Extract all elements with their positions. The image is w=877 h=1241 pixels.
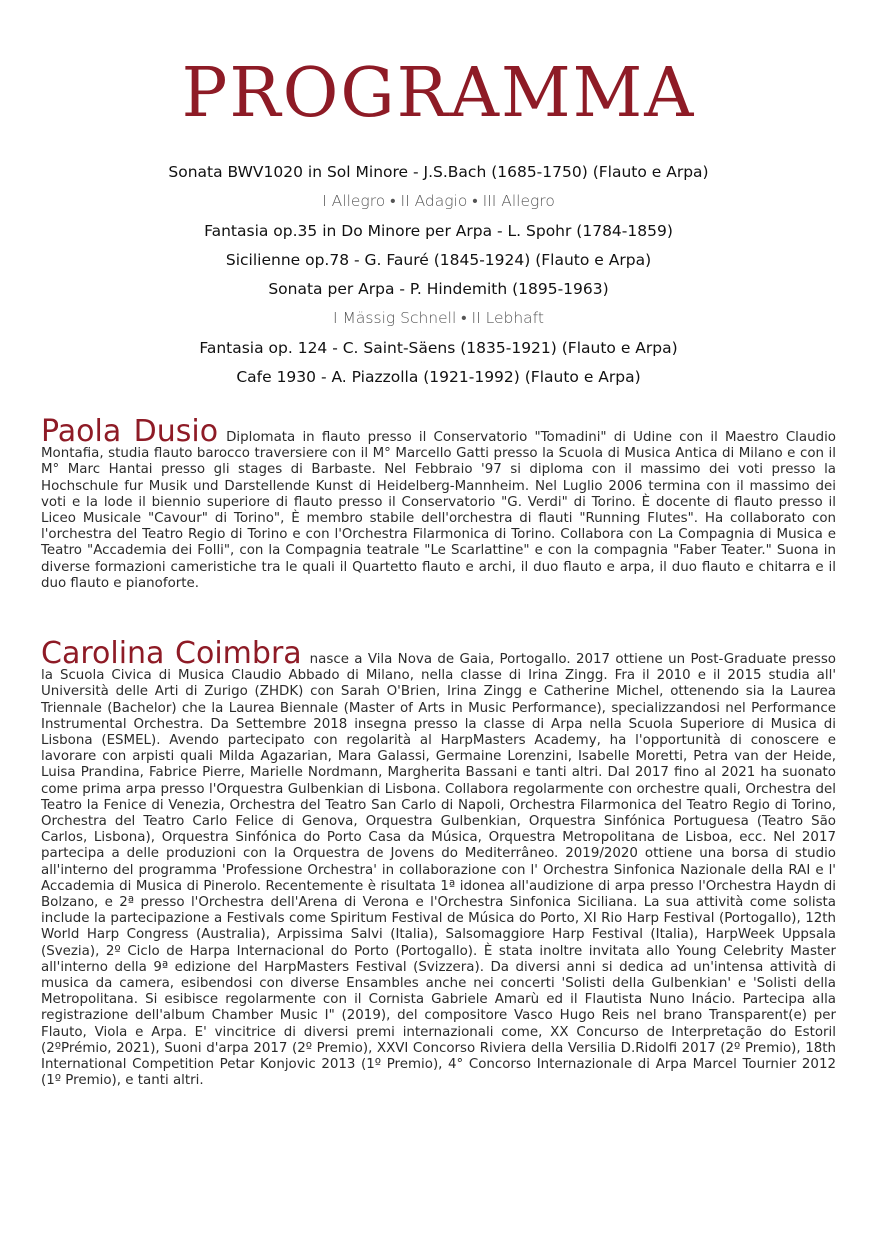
- program-item: Cafe 1930 - A. Piazzolla (1921-1992) (Flauto e Arpa): [236, 368, 641, 387]
- program-item: Sonata per Arpa - P. Hindemith (1895-1963): [268, 280, 609, 299]
- bio-name: Carolina Coimbra: [41, 636, 302, 671]
- program-item: Sicilienne op.78 - G. Fauré (1845-1924) (Flauto e Arpa): [225, 250, 652, 269]
- page-title: PROGRAMMA: [181, 54, 696, 133]
- program-item: Fantasia op.35 in Do Minore per Arpa - L. Spohr (1784-1859): [204, 221, 673, 240]
- bio-text: Diplomata in flauto presso il Conservatorio "Tomadini" di Udine con il Maestro Claudio Montafia, studia flauto barocco traversiere con il M° Marcello Gatti presso la Scuola di Musica Antica di Milano e con il M° Marc Hantai presso gli stages di Barbaste. Nel Febbraio '97 si diploma con il massimo dei voti presso la Hochschule fur Musik und Darstellende Kunst di Heidelberg-Mannheim. Nel Luglio 2006 termina con il massimo dei voti e la lode il biennio superiore di flauto presso il Conservatorio "G. Verdi" di Torino. È docente di flauto presso il Liceo Musicale "Cavour" di Torino", È membro stabile dell'orchestra di flauti "Running Flutes". Ha collaborato con l'orchestra del Teatro Regio di Torino e con l'Orchestra Filarmonica di Torino. Collabora con La Compagnia di Musica e Teatro "Accademia dei Folli", con la Compagnia teatrale "Le Scarlattine" e con la compagnia "Faber Teater." Suona in diverse formazioni cameristiche tra le quali il Quartetto flauto e archi, il duo flauto e arpa, il duo flauto e chitarra e il duo flauto e pianoforte.: [41, 430, 836, 591]
- bio-paola-dusio: [41, 414, 836, 592]
- program-list: [40, 158, 837, 392]
- program-item: Sonata BWV1020 in Sol Minore - J.S.Bach (1685-1750) (Flauto e Arpa): [168, 163, 709, 181]
- program-item: Fantasia op. 124 - C. Saint-Säens (1835-1921) (Flauto e Arpa): [199, 338, 678, 357]
- program-movements: I Mässig Schnell • II Lebhaft: [333, 309, 544, 328]
- bio-text: nasce a Vila Nova de Gaia, Portogallo. 2017 ottiene un Post-Graduate presso la Scuola Civica di Musica Claudio Abbado di Milano, nella classe di Irina Zingg. Fra il 2010 e il 2015 studia all' Università delle Arti di Zurigo (ZHDK) con Sarah O'Brien, Irina Zingg e Catherine Michel, ottenendo sia la Laurea Triennale (Bachelor) che la Laurea Biennale (Master of Arts in Music Performance), specializzandosi nel Performance Instrumental Orchestra. Da Settembre 2018 insegna presso la classe di Arpa nella Scuola Superiore di Musica di Lisbona (ESMEL). Avendo partecipato con regolarità al HarpMasters Academy, ha l'opportunità di conoscere e lavorare con arpisti quali Milda Agazarian, Mara Galassi, Germaine Lorenzini, Isabelle Moretti, Petra van der Heide, Luisa Prandina, Fabrice Pierre, Marielle Nordmann, Margherita Bassani e tanti altri. Dal 2017 fino al 2021 ha suonato come prima arpa presso l'Orquestra Gulbenkian di Lisbona. Collabora regolarmente con orchestre quali, Orchestra del Teatro la Fenice di Venezia, Orchestra del Teatro San Carlo di Napoli, Orchestra Filarmonica del Teatro Regio di Torino, Orchestra del Teatro Carlo Felice di Genova, Orquestra Gulbenkian, Orquestra Sinfónica Portuguesa (Teatro São Carlos, Lisbona), Orquestra Sinfónica do Porto Casa da Música, Orquestra Metropolitana de Lisboa, ecc. Nel 2017 partecipa a delle produzioni con la Orquestra de Jovens do Mediterrâneo. 2019/2020 ottiene una borsa di studio all'interno del programma 'Professione Orchestra' in collaborazione con l' Orchestra Sinfonica Nazionale della RAI e l' Accademia di Musica di Pinerolo. Recentemente è risultata 1ª idonea all'audizione di arpa presso l'Orchestra Haydn di Bolzano, e 2ª presso l'Orchestra dell'Arena di Verona e l'Orchestra Sinfonica Siciliana. La sua attività come solista include la partecipazione a Festivals come Spiritum Festival de Música do Porto, XI Rio Harp Festival (Portogallo), 12th World Harp Congress (Australia), Arpissima Salvi (Italia), Salsomaggiore Harp Festival (Italia), HarpWeek Uppsala (Svezia), 2º Ciclo de Harpa Internacional do Porto (Portogallo). È stata inoltre invitata allo Young Celebrity Master all'interno della 9ª edizione del HarpMasters Festival (Svizzera). Da diversi anni si dedica ad un'intensa attività di musica da camera, esibendosi con diverse Ensambles anche nei concerti 'Solisti della Gulbenkian' e 'Solisti della Metropolitana. Si esibisce regolarmente con il Cornista Gabriele Amarù ed il Flautista Nuno Inácio. Partecipa alla registrazione dell'album Chamber Music I" (2019), del compositore Vasco Hugo Reis nel brano Transparent(e) per Flauto, Viola e Arpa. E' vincitrice di diversi premi internazionali come, XX Concurso de Interpretação do Estoril (2ºPrémio, 2021), Suoni d'arpa 2017 (2º Premio), XXVI Concorso Riviera della Versilia D.Ridolfi 2017 (2º Premio), 18th International Competition Petar Konjovic 2013 (1º Premio), 4° Concorso Internazionale di Arpa Marcel Tournier 2012 (1º Premio), e tanti altri.: [41, 652, 836, 1089]
- bio-carolina-coimbra: [41, 636, 836, 1089]
- program-movements: I Allegro • II Adagio • III Allegro: [322, 192, 555, 211]
- bio-name: Paola Dusio: [41, 414, 219, 449]
